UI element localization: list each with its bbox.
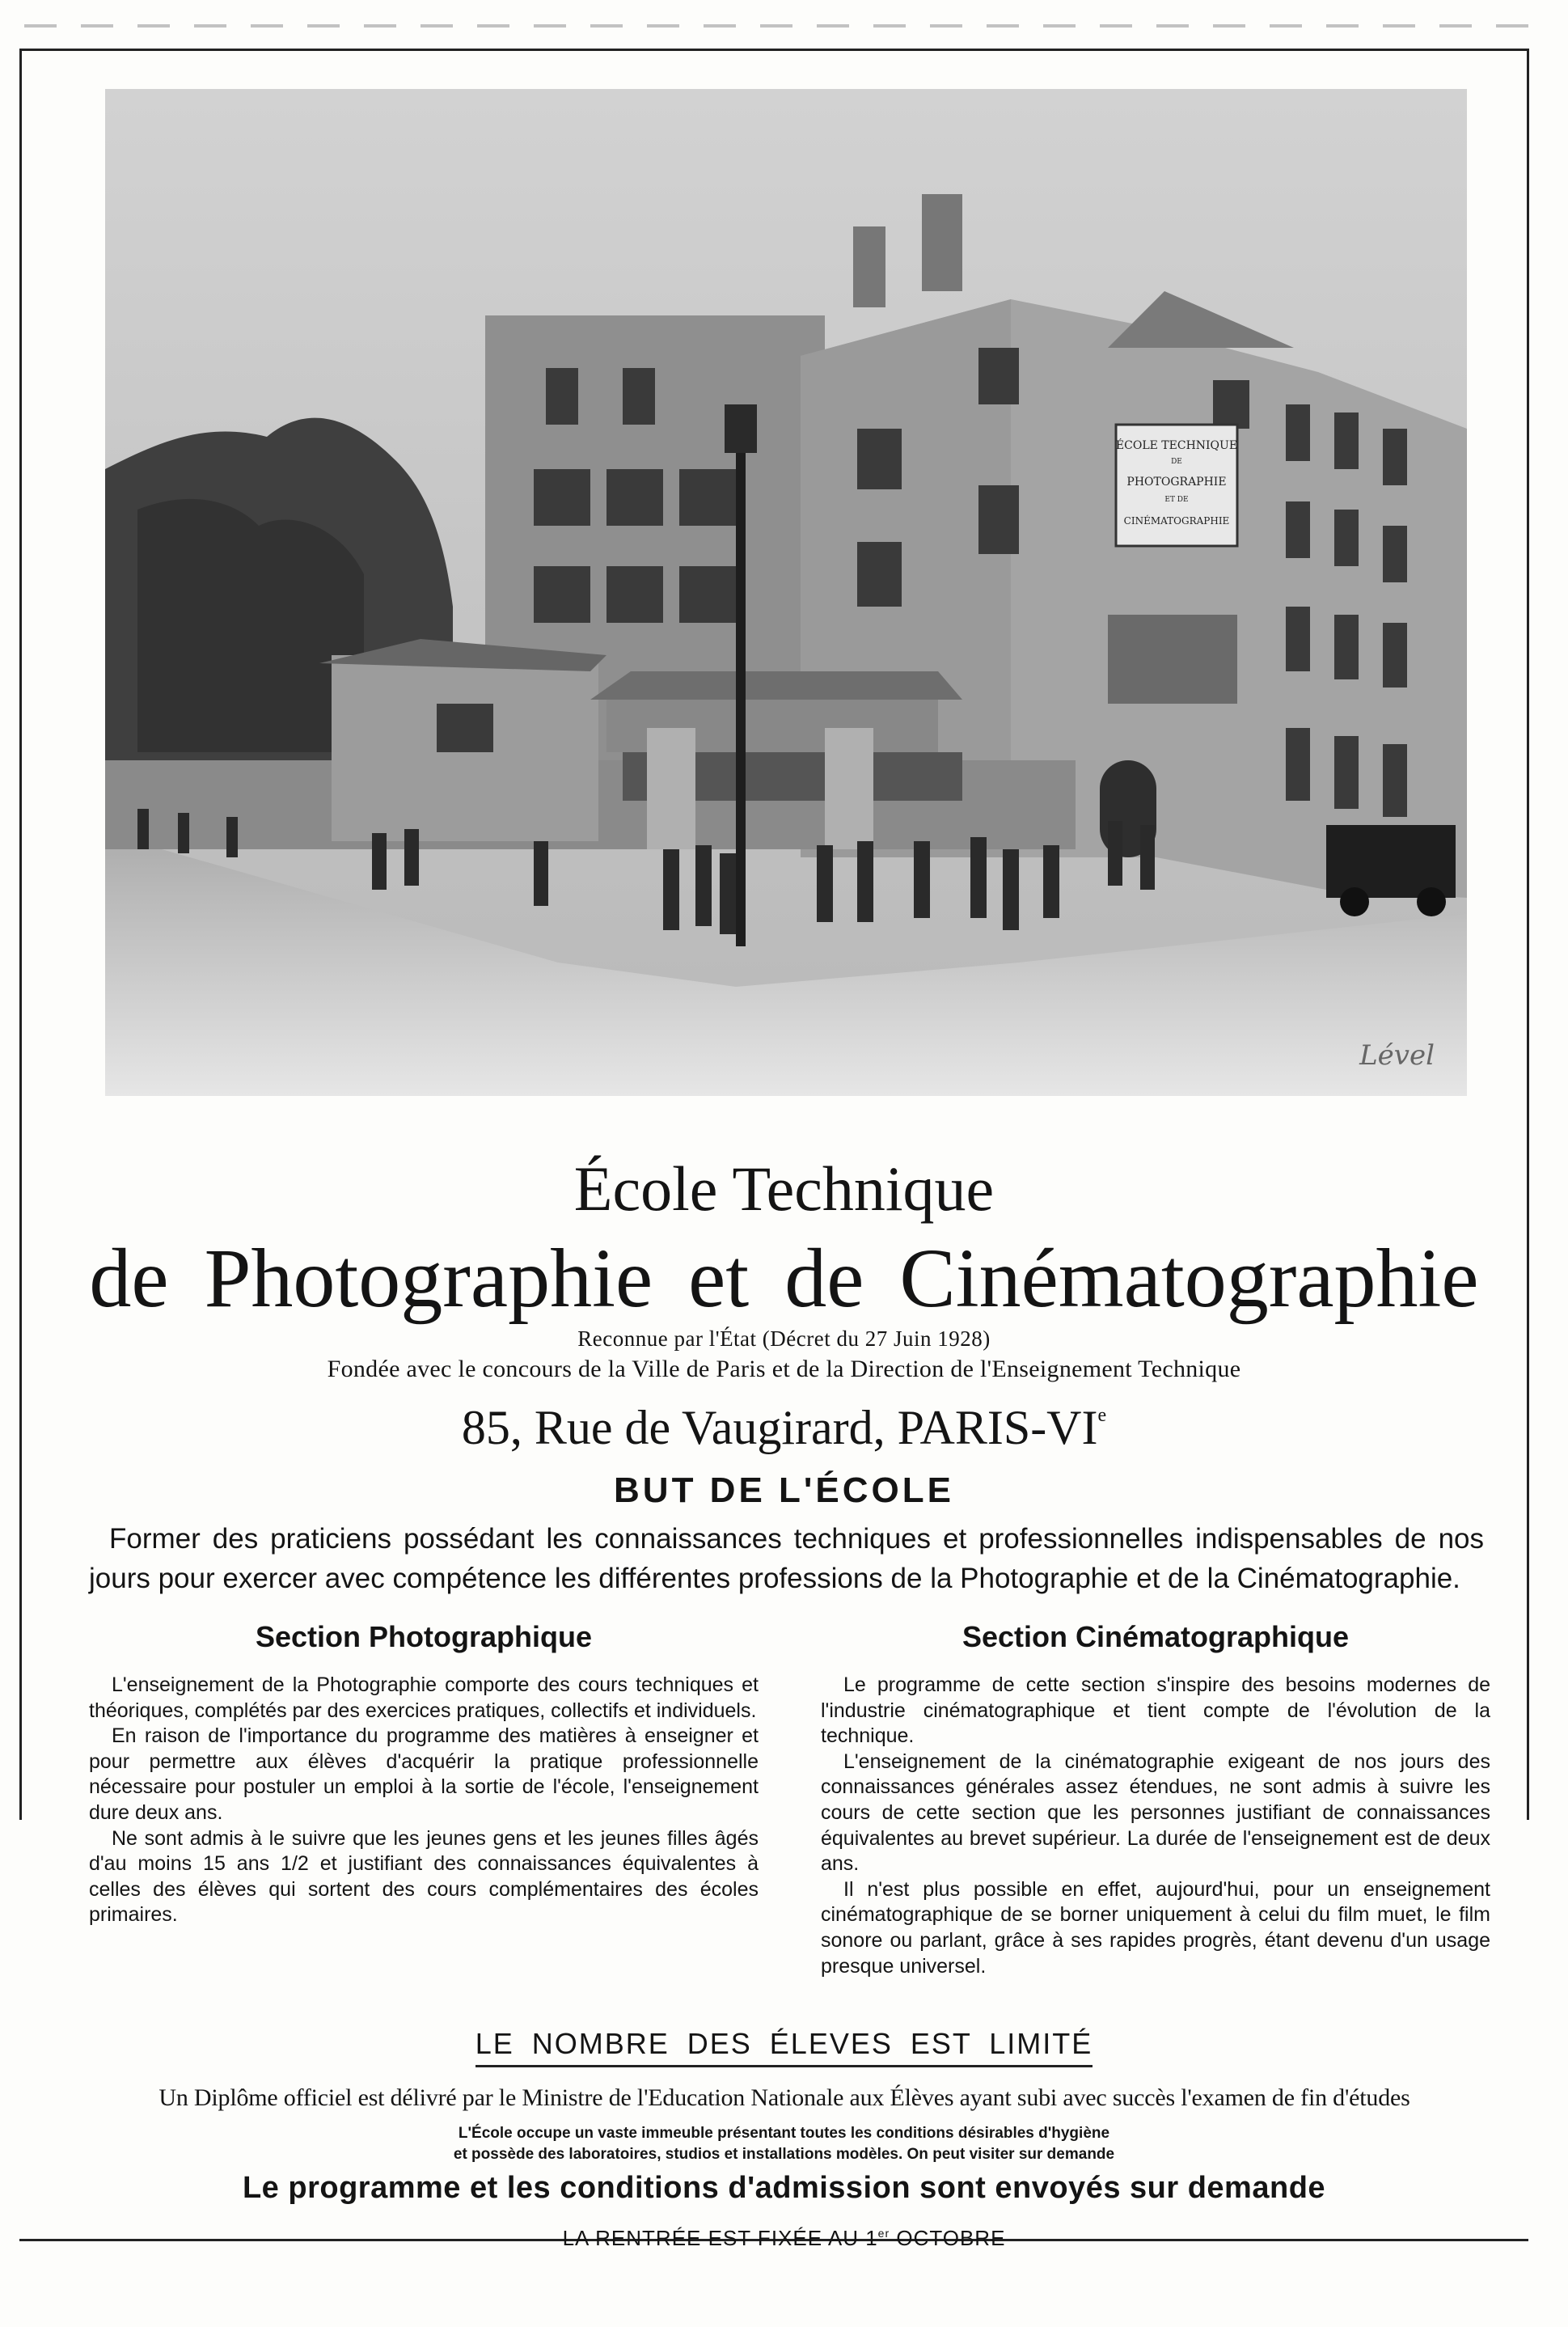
photo-section-text (89, 1673, 759, 1928)
sign-line-1: ÉCOLE TECHNIQUE (1115, 439, 1238, 452)
limit-notice-text: LE NOMBRE DES ÉLEVES EST LIMITÉ (475, 2027, 1093, 2067)
recognition-line: Reconnue par l'État (Décret du 27 Juin 1928) (577, 1326, 991, 1351)
cinema-section-text (821, 1673, 1490, 1979)
cinema-section-title: Section Cinématographique (962, 1620, 1350, 1653)
cinema-paragraph: Le programme de cette section s'inspire des besoins modernes de l'industrie cinématographique et tient compte de l'évolution de la technique. (821, 1673, 1490, 1748)
sign-line-4: ET DE (1164, 496, 1189, 504)
address (0, 1387, 1568, 1456)
photo-paragraph: Ne sont admis à le suivre que les jeunes gens et les jeunes filles âgés d'au moins 15 ans 1/2 et justifiant des connaissances équivalentes à celles des élèves qui sortent des cours complémentaires des écoles primaires. (89, 1826, 759, 1927)
school-name-line2: de Photographie et de Cinématographie (89, 1232, 1479, 1325)
school-name-line1: École Technique (573, 1153, 995, 1224)
photo-illustration (105, 89, 1467, 1096)
cinema-paragraph: L'enseignement de la cinématographie exigeant de nos jours des connaissances générales assez étendues, ne sont admis à suivre les cours de cette section que les personnes justifiant de connaissances équivalentes au brevet supérieur. La durée de l'enseignement est de deux ans. (821, 1749, 1490, 1876)
facilities-line1: L'École occupe un vaste immeuble présentant toutes les conditions désirables d'hygiène (458, 2125, 1110, 2142)
goal-text: Former des praticiens possédant les connaissances techniques et professionnelles indispensables de nos jours pour exercer avec compétence les différentes professions de la Photographie et de la Cinématographie. (89, 1523, 1484, 1594)
diploma-notice: Un Diplôme officiel est délivré par le Ministre de l'Education Nationale aux Élèves ayant subi avec succès l'examen de fin d'études (158, 2084, 1410, 2111)
goal-title: BUT DE L'ÉCOLE (614, 1470, 954, 1510)
photo-paragraph: L'enseignement de la Photographie comporte des cours techniques et théoriques, complétés par des exercices pratiques, collectifs et individuels. (89, 1673, 759, 1722)
program-notice: Le programme et les conditions d'admission sont envoyés sur demande (242, 2171, 1326, 2205)
right-rule (1527, 49, 1529, 1820)
school-building-photo (105, 89, 1467, 1096)
sign-line-5: CINÉMATOGRAPHIE (1123, 515, 1230, 527)
sign-line-2: DE (1171, 458, 1182, 466)
founded-line: Fondée avec le concours de la Ville de Paris et de la Direction de l'Enseignement Technique (327, 1356, 1241, 1382)
rentree-prefix: LA RENTRÉE EST FIXÉE AU 1 (562, 2226, 878, 2250)
sign-line-3: PHOTOGRAPHIE (1126, 476, 1227, 489)
facilities-line2: et possède des laboratoires, studios et installations modèles. On peut visiter sur demande (453, 2146, 1115, 2163)
photo-signature: Lével (1359, 1039, 1435, 1072)
photo-section-title: Section Photographique (255, 1620, 592, 1653)
photo-paragraph: En raison de l'importance du programme des matières à enseigner et pour permettre aux élèves d'acquérir la pratique professionnelle nécessaire pour postuler un emploi à la sortie de l'école, l'enseignement dure deux ans. (89, 1724, 759, 1824)
cinema-paragraph: Il n'est plus possible en effet, aujourd'hui, pour un enseignement cinématographique de se borner uniquement à celui du film muet, le film sonore ou parlant, grâce à ses rapides progrès, étant devenu d'un usage presque universel. (821, 1877, 1490, 1978)
rentree-superscript: er (877, 2227, 890, 2240)
top-edge-mark (24, 24, 1545, 28)
left-rule (19, 49, 22, 1820)
limit-notice (0, 2027, 1568, 2061)
rentree-notice (0, 2226, 1568, 2251)
address-main: 85, Rue de Vaugirard, PARIS-VI (461, 1401, 1098, 1454)
rentree-suffix: OCTOBRE (890, 2226, 1006, 2250)
address-superscript: e (1097, 1405, 1107, 1426)
